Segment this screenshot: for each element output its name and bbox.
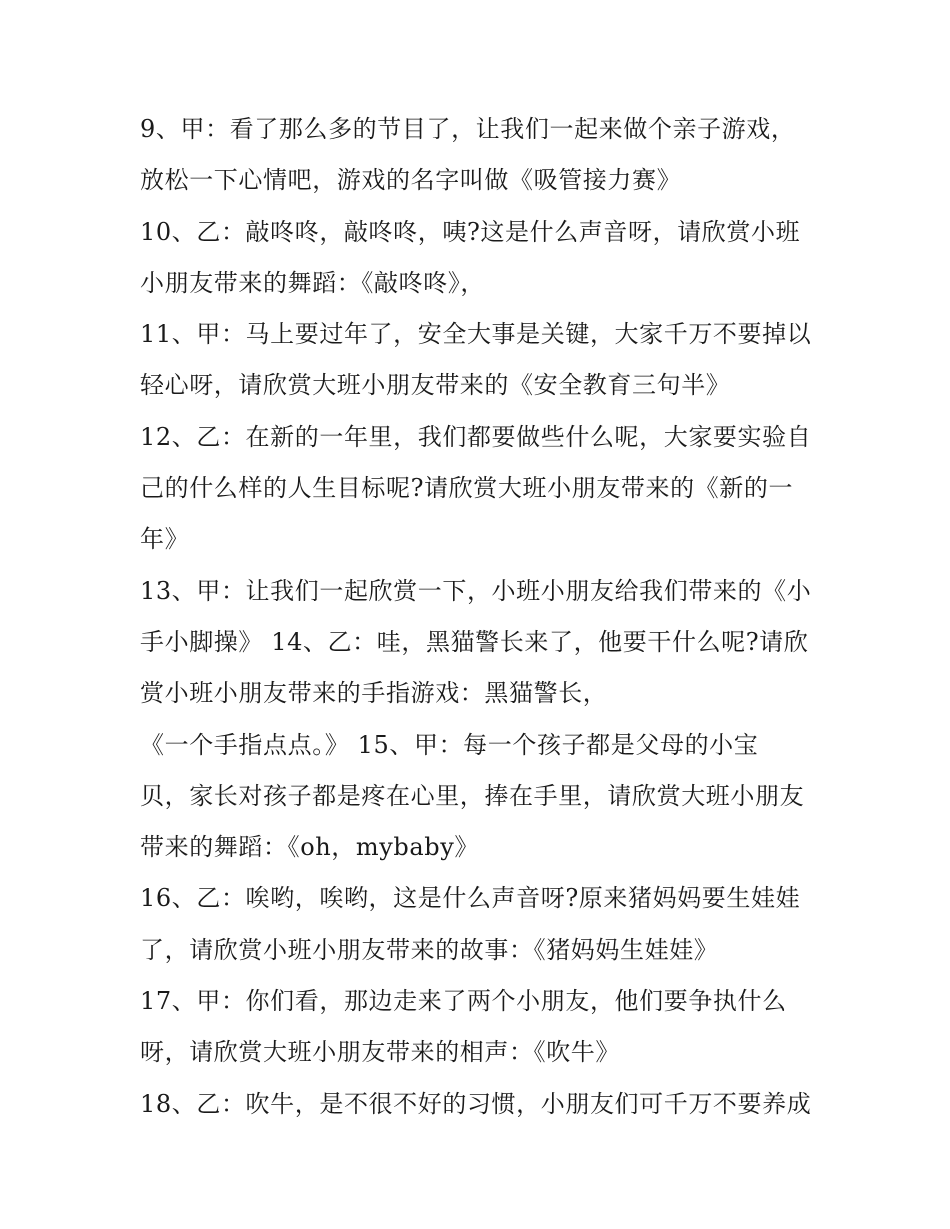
- text-line-8: 己的什么样的人生目标呢?请欣赏大班小朋友带来的《新的一: [140, 474, 794, 503]
- script-text-block: [140, 104, 830, 1130]
- text-line-6: 轻心呀，请欣赏大班小朋友带来的《安全教育三句半》: [140, 371, 731, 400]
- text-line-2: 放松一下心情吧，游戏的名字叫做《吸管接力赛》: [140, 166, 682, 195]
- text-line-3: 10、乙：敲咚咚，敲咚咚，咦?这是什么声音呀，请欣赏小班: [140, 217, 801, 246]
- text-line-10: 13、甲：让我们一起欣赏一下，小班小朋友给我们带来的《小: [140, 576, 812, 605]
- text-line-1: 9、甲：看了那么多的节目了，让我们一起来做个亲子游戏，: [140, 115, 796, 143]
- text-line-20: 18、乙：吹牛，是不很不好的习惯，小朋友们可千万不要养成: [140, 1089, 812, 1118]
- text-line-9: 年》: [140, 525, 190, 554]
- text-line-11: 手小脚操》 14、乙：哇，黑猫警长来了，他要干什么呢?请欣: [140, 627, 809, 656]
- text-line-17: 了，请欣赏小班小朋友带来的故事：《猪妈妈生娃娃》: [140, 935, 719, 964]
- text-line-19: 呀，请欣赏大班小朋友带来的相声：《吹牛》: [140, 1038, 620, 1067]
- text-line-16: 16、乙：唉哟，唉哟，这是什么声音呀?原来猪妈妈要生娃娃: [140, 884, 801, 913]
- text-line-14: 贝，家长对孩子都是疼在心里，捧在手里，请欣赏大班小朋友: [140, 781, 805, 810]
- text-line-4: 小朋友带来的舞蹈：《敲咚咚》，: [140, 268, 485, 297]
- text-line-7: 12、乙：在新的一年里，我们都要做些什么呢，大家要实验自: [140, 422, 812, 451]
- text-line-18: 17、甲：你们看，那边走来了两个小朋友，他们要争执什么: [140, 987, 787, 1016]
- text-line-12: 赏小班小朋友带来的手指游戏：黑猫警长，: [140, 679, 608, 708]
- text-line-5: 11、甲：马上要过年了，安全大事是关键，大家千万不要掉以: [140, 320, 812, 349]
- text-line-13: 《一个手指点点。》 15、甲：每一个孩子都是父母的小宝: [140, 730, 759, 759]
- text-line-15: 带来的舞蹈：《oh，mybaby》: [140, 833, 480, 862]
